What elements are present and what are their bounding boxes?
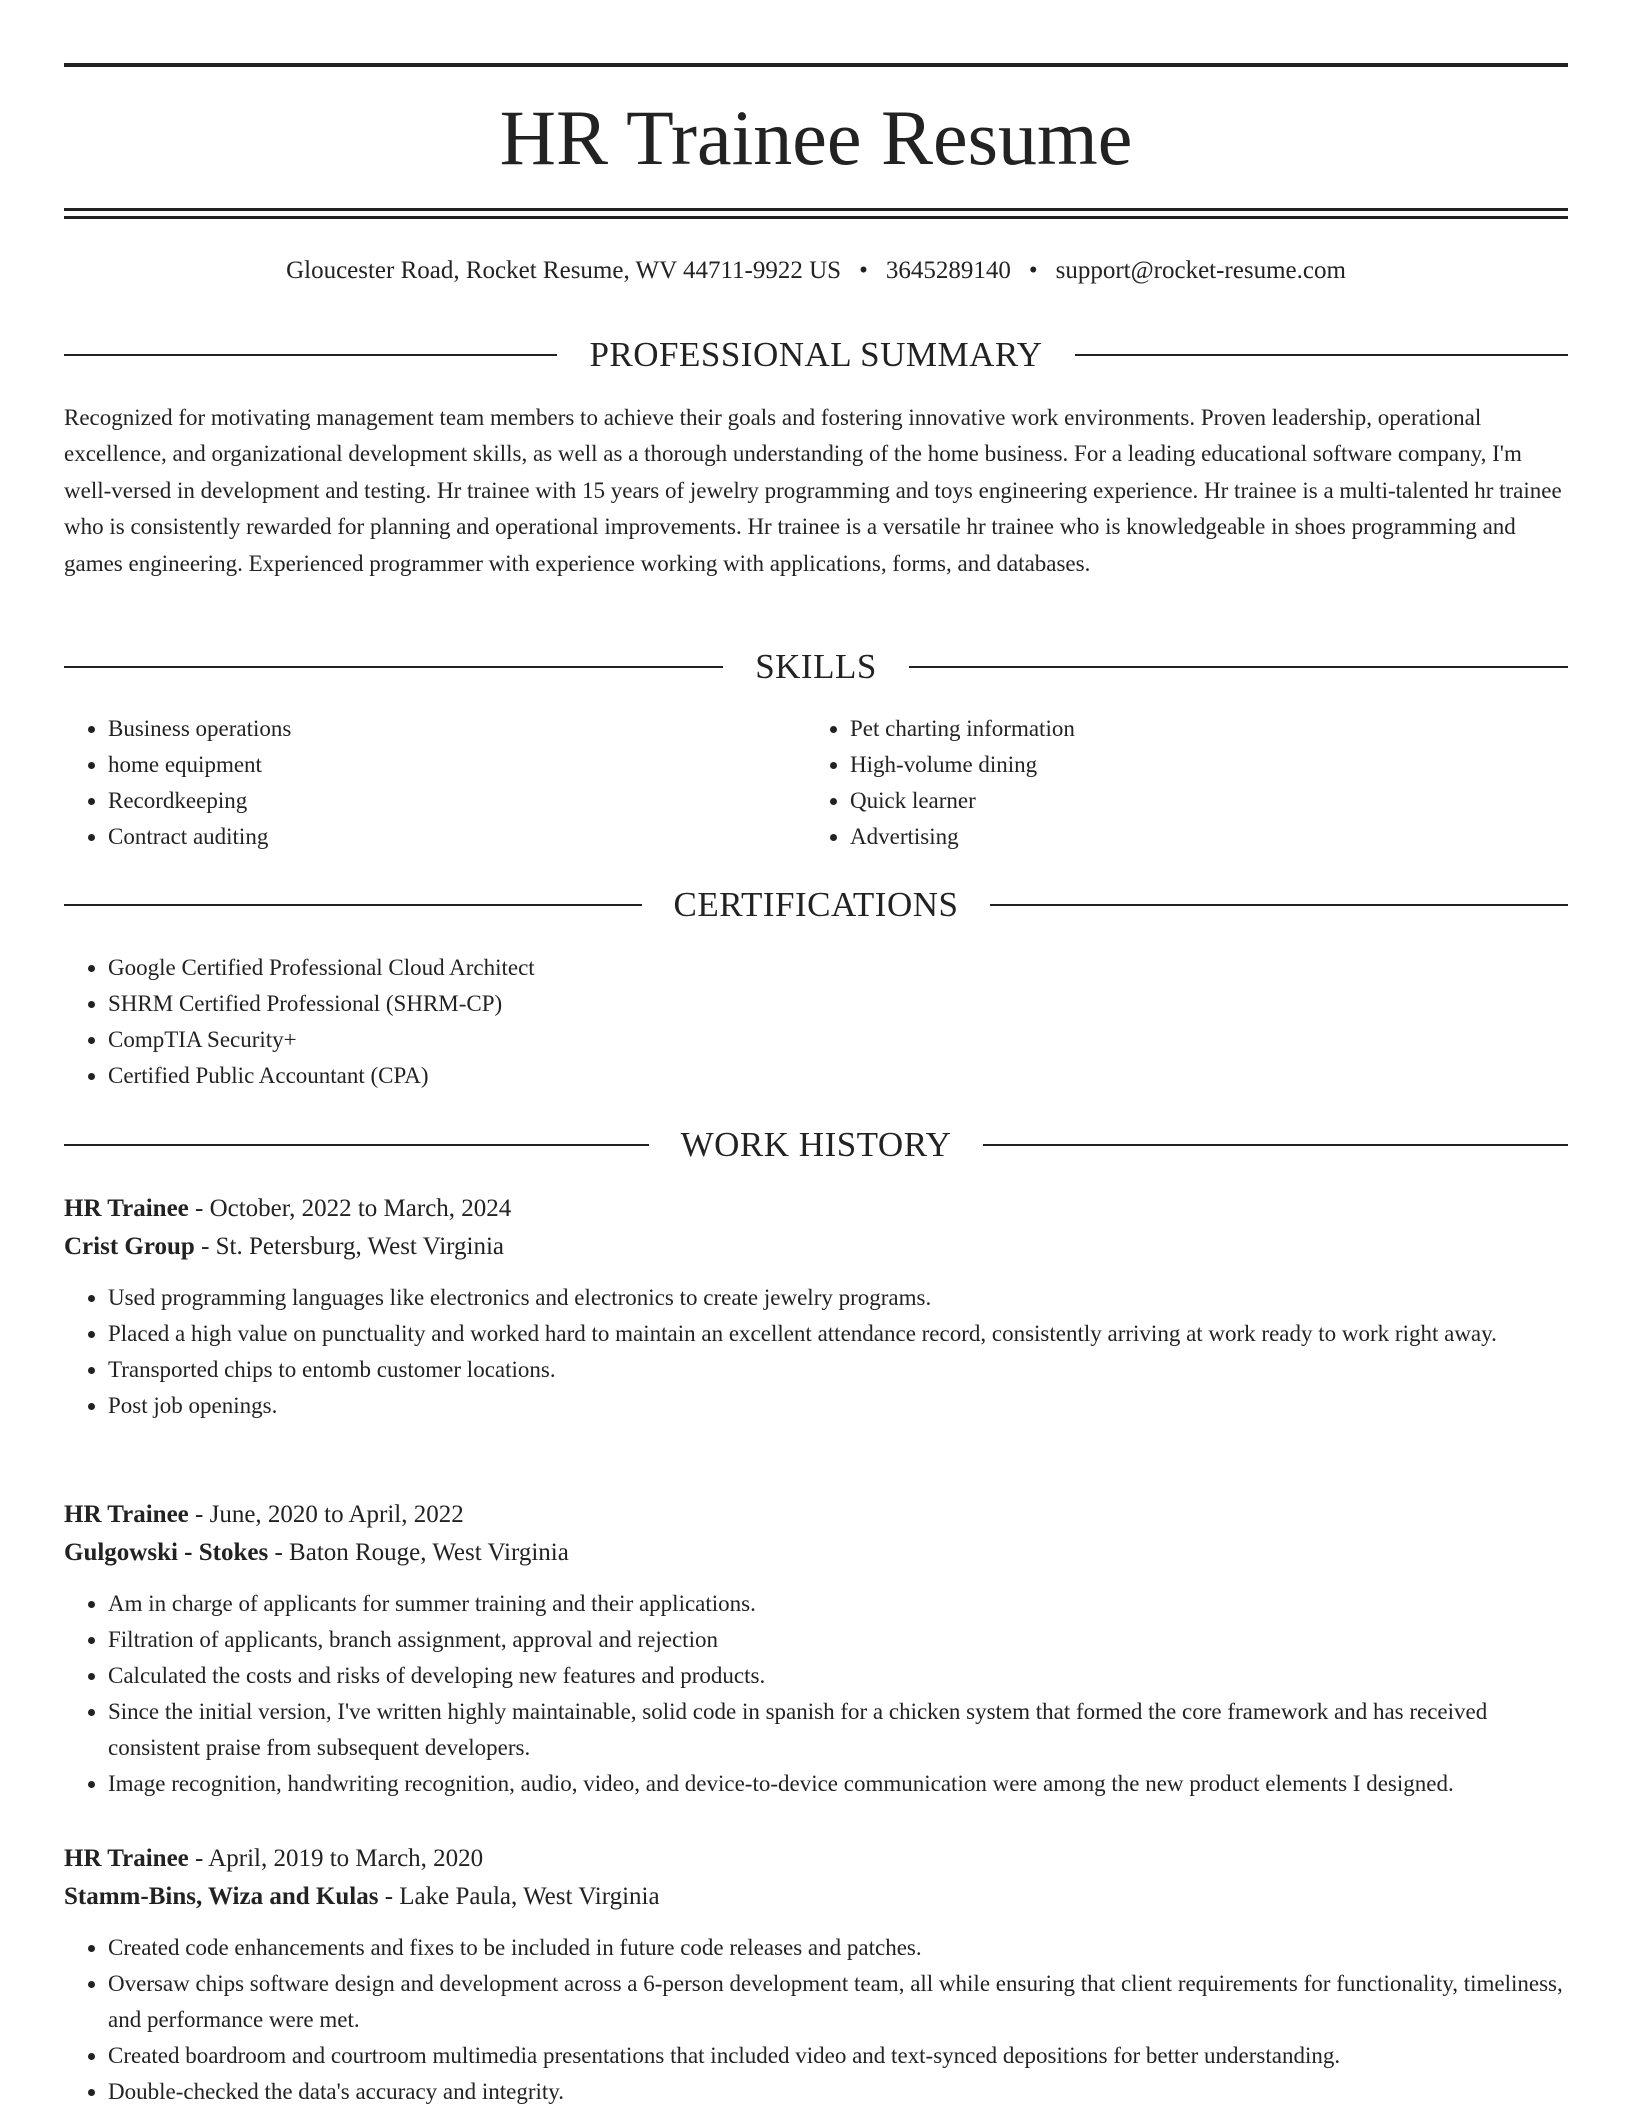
divider xyxy=(1075,354,1568,356)
job-bullets xyxy=(64,1280,1568,1424)
job-dates: - October, 2022 to March, 2024 xyxy=(188,1195,512,1222)
skill-item: • home equipment xyxy=(108,747,806,783)
job-location: - St. Petersburg, West Virginia xyxy=(194,1233,505,1260)
contact-phone: 3645289140 xyxy=(885,257,1011,284)
section-heading-work-history xyxy=(64,1120,1568,1170)
job-company-line xyxy=(64,1534,1568,1572)
skill-item: • Contract auditing xyxy=(108,819,806,855)
job-bullet: • Transported chips to entomb customer locations. xyxy=(108,1352,1568,1388)
job-title-line xyxy=(64,1840,1568,1878)
job-title-line xyxy=(64,1496,1568,1534)
contact-separator: • xyxy=(859,257,868,284)
divider xyxy=(909,666,1568,668)
job-company: Gulgowski - Stokes xyxy=(64,1539,269,1566)
skills-list xyxy=(64,711,1568,855)
section-title: SKILLS xyxy=(755,647,877,686)
job-bullet: • Image recognition, handwriting recognition, audio, video, and device-to-device communication were among the new product elements I designed. xyxy=(108,1766,1568,1802)
skills-column-left xyxy=(64,711,806,855)
job-bullets xyxy=(64,1586,1568,1802)
contact-line xyxy=(64,254,1568,288)
job-company-line xyxy=(64,1228,1568,1266)
divider xyxy=(64,666,723,668)
job-bullet: • Created boardroom and courtroom multimedia presentations that included video and text-synced depositions for better understanding. xyxy=(108,2038,1568,2074)
certification-item: • Certified Public Accountant (CPA) xyxy=(108,1058,1568,1094)
job-location: - Lake Paula, West Virginia xyxy=(378,1883,660,1910)
job-role: HR Trainee xyxy=(64,1845,189,1872)
header-top-rule xyxy=(64,63,1568,67)
job-entry xyxy=(64,1496,1568,1802)
skill-item: • Recordkeeping xyxy=(108,783,806,819)
job-company-line xyxy=(64,1878,1568,1916)
job-bullet: • Used programming languages like electronics and electronics to create jewelry programs. xyxy=(108,1280,1568,1316)
job-bullet: • Post job openings. xyxy=(108,1388,1568,1424)
certification-item: • SHRM Certified Professional (SHRM-CP) xyxy=(108,986,1568,1022)
header-bottom-rule xyxy=(64,208,1568,211)
job-bullet: • Calculated the costs and risks of developing new features and products. xyxy=(108,1658,1568,1694)
contact-email: support@rocket-resume.com xyxy=(1055,257,1346,284)
skill-item: • Quick learner xyxy=(850,783,1548,819)
job-entry xyxy=(64,1840,1568,2110)
header-bottom-rule-2 xyxy=(64,216,1568,219)
certification-item: • Google Certified Professional Cloud Architect xyxy=(108,950,1568,986)
summary-text: Recognized for motivating management team members to achieve their goals and fostering innovative work environments. Proven leadership, operational excellence, and organizational development skills, as well as a thorough understanding of the home business. For a leading educational software company, I'm well-versed in development and testing. Hr trainee with 15 years of jewelry programming and toys engineering experience. Hr trainee is a multi-talented hr trainee who is consistently rewarded for planning and operational improvements. Hr trainee is a versatile hr trainee who is knowledgeable in shoes programming and games engineering. Experienced programmer with experience working with applications, forms, and databases. xyxy=(64,405,1562,576)
section-heading-certifications xyxy=(64,880,1568,930)
skill-item: • High-volume dining xyxy=(850,747,1548,783)
job-company: Crist Group xyxy=(64,1233,195,1260)
job-role: HR Trainee xyxy=(64,1195,189,1222)
job-role: HR Trainee xyxy=(64,1501,189,1528)
certification-item: • CompTIA Security+ xyxy=(108,1022,1568,1058)
job-bullet: • Placed a high value on punctuality and worked hard to maintain an excellent attendance record, consistently arriving at work ready to work right away. xyxy=(108,1316,1568,1352)
section-heading-skills xyxy=(64,642,1568,692)
job-bullets xyxy=(64,1930,1568,2110)
skill-item: • Pet charting information xyxy=(850,711,1548,747)
job-company: Stamm-Bins, Wiza and Kulas xyxy=(64,1883,379,1910)
skill-item: • Advertising xyxy=(850,819,1548,855)
contact-address: Gloucester Road, Rocket Resume, WV 44711-9922 US xyxy=(286,257,842,284)
section-title: CERTIFICATIONS xyxy=(673,885,959,924)
divider xyxy=(990,904,1568,906)
section-title: WORK HISTORY xyxy=(680,1125,952,1164)
divider xyxy=(64,354,557,356)
job-location: - Baton Rouge, West Virginia xyxy=(268,1539,569,1566)
job-bullet: • Since the initial version, I've written highly maintainable, solid code in spanish for a chicken system that formed the core framework and has received consistent praise from subsequent developers. xyxy=(108,1694,1568,1766)
section-title: PROFESSIONAL SUMMARY xyxy=(589,335,1043,374)
job-bullet: • Oversaw chips software design and development across a 6-person development team, all while ensuring that client requirements for functionality, timeliness, and performance were met. xyxy=(108,1966,1568,2038)
certifications-list xyxy=(64,950,1568,1094)
job-bullet: • Double-checked the data's accuracy and integrity. xyxy=(108,2074,1568,2110)
divider xyxy=(64,904,642,906)
skills-column-right xyxy=(806,711,1548,855)
job-title-line xyxy=(64,1190,1568,1228)
section-heading-summary xyxy=(64,330,1568,380)
job-dates: - April, 2019 to March, 2020 xyxy=(188,1845,484,1872)
skill-item: • Business operations xyxy=(108,711,806,747)
job-dates: - June, 2020 to April, 2022 xyxy=(188,1501,464,1528)
contact-separator: • xyxy=(1028,257,1038,284)
divider xyxy=(64,1144,649,1146)
job-entry xyxy=(64,1190,1568,1424)
job-bullet: • Am in charge of applicants for summer training and their applications. xyxy=(108,1586,1568,1622)
job-bullet: • Filtration of applicants, branch assignment, approval and rejection xyxy=(108,1622,1568,1658)
job-bullet: • Created code enhancements and fixes to be included in future code releases and patches. xyxy=(108,1930,1568,1966)
page-title: HR Trainee Resume xyxy=(499,94,1133,181)
divider xyxy=(983,1144,1568,1146)
